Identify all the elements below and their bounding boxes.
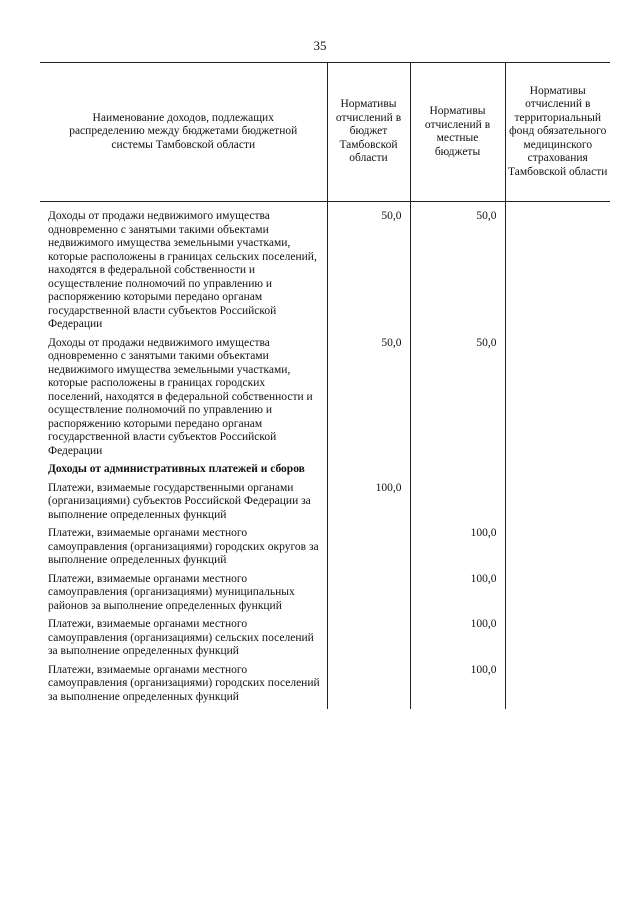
regional-value-cell — [327, 573, 410, 619]
fund-value-cell — [505, 482, 610, 528]
fund-value-cell — [505, 664, 610, 710]
spacer-row — [40, 202, 610, 211]
fund-value-cell — [505, 573, 610, 619]
regional-value-cell: 100,0 — [327, 482, 410, 528]
spacer-cell — [505, 202, 610, 211]
local-value-cell — [410, 482, 505, 528]
header-medical-fund: Нормативы отчислений в территориальный фонд обязательного медицинского страхования Тамбовской области — [505, 63, 610, 202]
page-number: 35 — [313, 38, 327, 53]
income-name-cell: Платежи, взимаемые органами местного самоуправления (организациями) муниципальных районов за выполнение определенных функций — [48, 572, 295, 612]
local-value-cell: 50,0 — [410, 210, 505, 337]
local-value-cell: 50,0 — [410, 337, 505, 464]
spacer-cell — [40, 202, 327, 211]
budget-distribution-table — [40, 62, 610, 709]
table-body — [40, 202, 610, 710]
income-name-cell: Платежи, взимаемые органами местного самоуправления (организациями) городских округов за выполнение определенных функций — [48, 527, 319, 566]
table-row — [40, 210, 610, 337]
header-income-name: Наименование доходов, подлежащих распределению между бюджетами бюджетной системы Тамбовской области — [40, 63, 327, 202]
regional-value-cell: 50,0 — [327, 210, 410, 337]
local-value-cell: 100,0 — [410, 573, 505, 619]
table-row — [40, 664, 610, 710]
local-value-cell: 100,0 — [410, 618, 505, 664]
fund-value-cell — [505, 210, 610, 337]
spacer-cell — [410, 202, 505, 211]
header-local-budgets: Нормативы отчислений в местные бюджеты — [410, 63, 505, 202]
table-row — [40, 573, 610, 619]
regional-value-cell — [327, 664, 410, 710]
local-value-cell: 100,0 — [410, 527, 505, 573]
income-name-cell: Доходы от продажи недвижимого имущества одновременно с занятыми такими объектами недвижимого имущества земельными участками, которые расположены в границах городских поселений, находятся в федеральной собственности и осуществление полномочий по управлению и распоряжению которыми передано органам государственной власти субъектов Российской Федерации — [48, 336, 313, 457]
table-header — [40, 63, 610, 202]
fund-value-cell — [505, 337, 610, 464]
regional-value-cell — [327, 463, 410, 482]
fund-value-cell — [505, 527, 610, 573]
income-name-cell: Платежи, взимаемые государственными органами (организациями) субъектов Российской Федерации за выполнение определенных функций — [48, 481, 311, 521]
section-heading-cell: Доходы от административных платежей и сборов — [48, 463, 305, 475]
regional-value-cell — [327, 618, 410, 664]
header-row — [40, 63, 610, 202]
header-regional-budget: Нормативы отчислений в бюджет Тамбовской области — [327, 63, 410, 202]
income-name-cell: Платежи, взимаемые органами местного самоуправления (организациями) сельских поселений за выполнение определенных функций — [48, 618, 314, 657]
regional-value-cell: 50,0 — [327, 337, 410, 464]
table-row — [40, 482, 610, 528]
table-row — [40, 618, 610, 664]
local-value-cell: 100,0 — [410, 664, 505, 710]
table-row — [40, 527, 610, 573]
regional-value-cell — [327, 527, 410, 573]
income-name-cell: Платежи, взимаемые органами местного самоуправления (организациями) городских поселений за выполнение определенных функций — [48, 663, 320, 703]
fund-value-cell — [505, 463, 610, 482]
spacer-cell — [327, 202, 410, 211]
income-name-cell: Доходы от продажи недвижимого имущества одновременно с занятыми такими объектами недвижимого имущества земельными участками, которые расположены в границах сельских поселений, находятся в федеральной собственности и осуществление полномочий по управлению и распоряжению которыми передано органам государственной власти субъектов Российской Федерации — [48, 210, 317, 330]
fund-value-cell — [505, 618, 610, 664]
table-row — [40, 337, 610, 464]
table-row-section-heading — [40, 463, 610, 482]
local-value-cell — [410, 463, 505, 482]
